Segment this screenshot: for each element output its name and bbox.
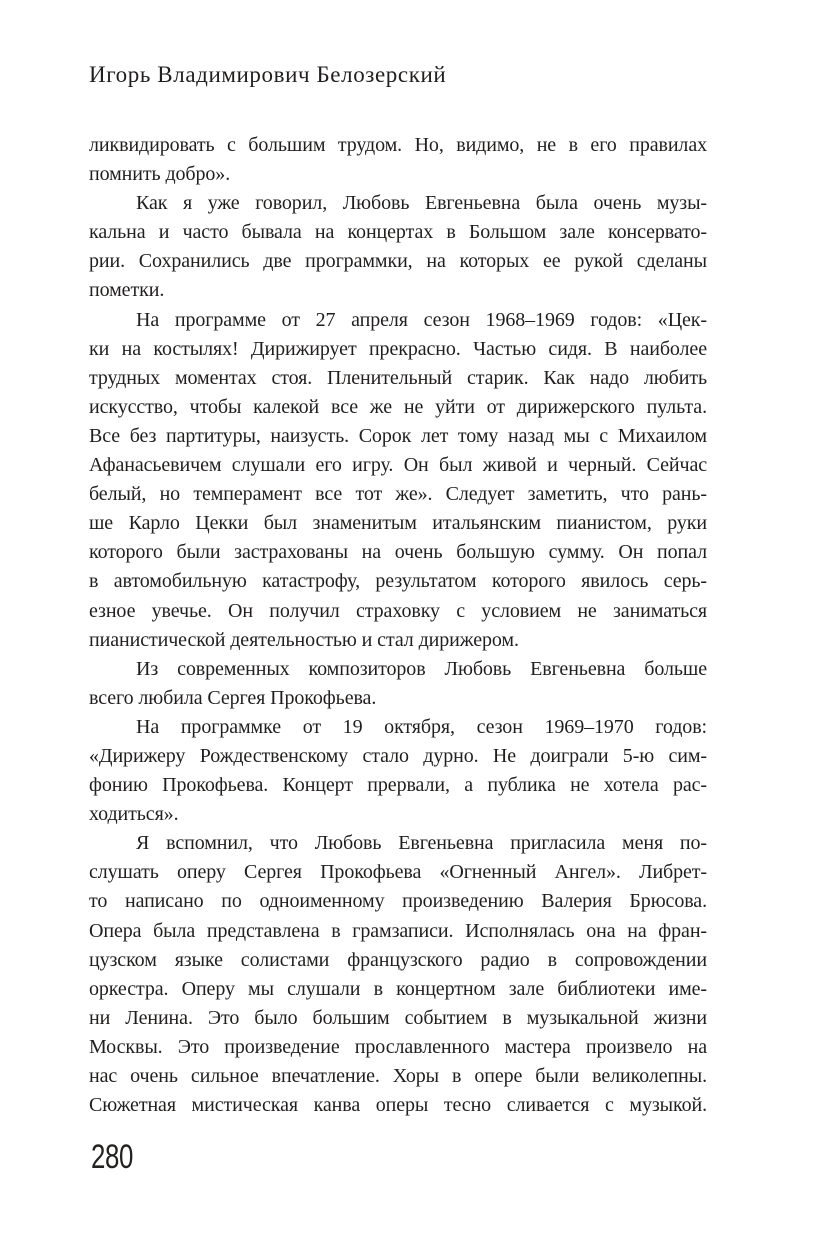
text-line: цузском языке солистами французского радио в сопровождении [89, 948, 707, 971]
text-line: то написано по одноименному произведению Валерия Брюсова. [89, 890, 707, 913]
text-line: Москвы. Это произведение прославленного мастера произвело на [89, 1035, 707, 1058]
text-line: трудных моментах стоя. Пленительный старик. Как надо любить [89, 366, 707, 389]
text-line: всего любила Сергея Прокофьева. [89, 686, 377, 709]
text-line: На программе от 27 апреля сезон 1968–1969 годов: «Цек- [136, 308, 707, 331]
text-line: помнить добро». [89, 163, 231, 186]
text-line: Из современных композиторов Любовь Евгеньевна больше [136, 657, 707, 680]
text-line: белый, но темперамент все тот же». Следует заметить, что рань- [89, 483, 707, 506]
text-line: кальна и часто бывала на концертах в Большом зале консервато- [89, 221, 707, 244]
text-line: На программке от 19 октября, сезон 1969–1970 годов: [136, 715, 707, 738]
text-line: езное увечье. Он получил страховку с условием не заниматься [89, 599, 707, 622]
text-line: ни Ленина. Это было большим событием в музыкальной жизни [89, 1006, 707, 1029]
text-line: Я вспомнил, что Любовь Евгеньевна пригласила меня по- [136, 832, 707, 855]
text-line: Сюжетная мистическая канва оперы тесно сливается с музыкой. [89, 1094, 707, 1117]
text-line: фонию Прокофьева. Концерт прервали, а публика не хотела рас- [89, 774, 707, 797]
text-line: в автомобильную катастрофу, результатом которого явилось серь- [89, 570, 707, 593]
text-line: рии. Сохранились две программки, на которых ее рукой сделаны [89, 250, 707, 273]
text-line: пометки. [89, 279, 165, 302]
text-line: Афанасьевичем слушали его игру. Он был живой и черный. Сейчас [89, 454, 707, 477]
page-number: 280 [91, 1138, 133, 1176]
text-line: оркестра. Оперу мы слушали в концертном зале библиотеки име- [89, 977, 707, 1000]
text-line: Все без партитуры, наизусть. Сорок лет тому назад мы с Михаилом [89, 424, 707, 447]
text-line: пианистической деятельностью и стал дирижером. [89, 628, 519, 651]
text-line: ходиться». [89, 803, 179, 826]
text-line: Как я уже говорил, Любовь Евгеньевна была очень музы- [136, 192, 707, 215]
text-line: «Дирижеру Рождественскому стало дурно. Не доиграли 5-ю сим- [89, 744, 707, 767]
body-text [89, 131, 707, 1120]
text-line: ше Карло Цекки был знаменитым итальянским пианистом, руки [89, 512, 707, 535]
text-line: слушать оперу Сергея Прокофьева «Огненный Ангел». Либрет- [89, 861, 707, 884]
text-line: ликвидировать с большим трудом. Но, видимо, не в его правилах [89, 134, 707, 156]
text-line: которого были застрахованы на очень большую сумму. Он попал [89, 541, 707, 564]
text-line: искусство, чтобы калекой все же не уйти от дирижерского пульта. [89, 395, 707, 418]
running-header: Игорь Владимирович Белозерский [89, 62, 447, 87]
text-line: ки на костылях! Дирижирует прекрасно. Частью сидя. В наиболее [89, 337, 707, 360]
text-line: нас очень сильное впечатление. Хоры в опере были великолепны. [89, 1065, 707, 1087]
text-line: Опера была представлена в грамзаписи. Исполнялась она на фран- [89, 919, 707, 942]
